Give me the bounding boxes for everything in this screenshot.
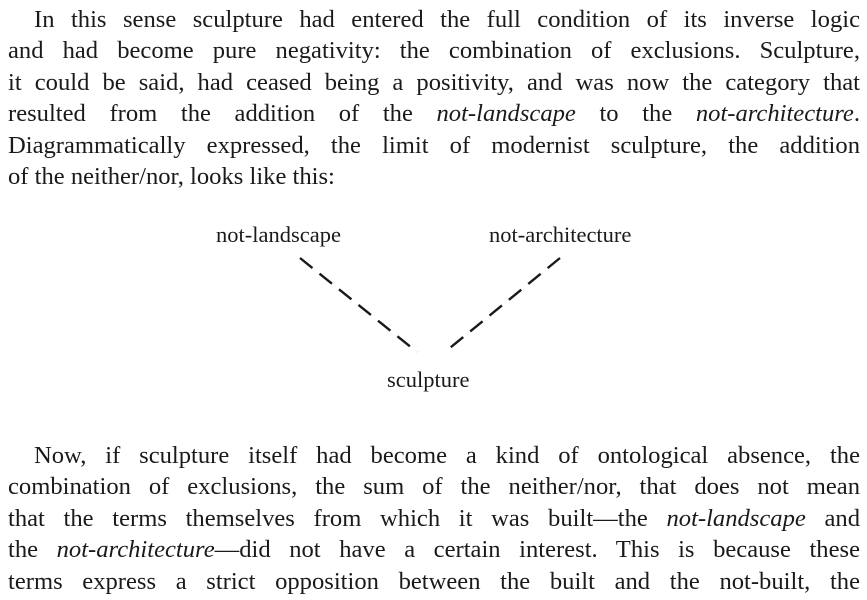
text-line: and had become pure negativity: the combination of exclusions. Sculpture, <box>8 37 860 65</box>
italic-term-not-landscape: not-landscape <box>436 100 576 128</box>
text-line: In this sense sculpture had entered the full condition of its inverse logic <box>34 6 860 33</box>
text-line <box>8 98 860 129</box>
text-line: of the neither/nor, looks like this: <box>8 162 335 190</box>
dashed-line-left <box>300 258 417 352</box>
text-run: that the terms themselves from which it was built—the <box>8 504 667 532</box>
text-line: it could be said, had ceased being a positivity, and was now the category that <box>8 68 860 96</box>
italic-term-not-architecture: not-architecture <box>695 100 854 128</box>
diagram-label-not-architecture: not-architecture <box>489 222 632 247</box>
text-run: and <box>805 504 860 532</box>
text-line <box>8 534 860 565</box>
text-run: to the <box>575 100 696 128</box>
text-run: —did not have a certain interest. This is because these <box>214 536 860 564</box>
text-line: combination of exclusions, the sum of the neither/nor, that does not mean <box>8 473 860 501</box>
italic-term-not-architecture: not-architecture <box>56 536 215 564</box>
diagram-label-sculpture: sculpture <box>387 367 470 392</box>
text-run: resulted from the addition of the <box>8 100 437 128</box>
paragraph-top <box>8 4 860 192</box>
text-line: terms express a strict opposition between the built and the not-built, the <box>8 567 860 595</box>
text-line <box>8 503 860 534</box>
text-run: the <box>8 536 57 564</box>
italic-term-not-landscape: not-landscape <box>666 504 806 532</box>
diagram-label-not-landscape: not-landscape <box>216 222 341 247</box>
dashed-line-right <box>445 258 560 352</box>
text-run: . <box>853 100 861 128</box>
paragraph-bottom <box>8 440 860 597</box>
text-line: Diagrammatically expressed, the limit of modernist sculpture, the addition <box>8 131 860 159</box>
text-line: Now, if sculpture itself had become a kind of ontological absence, the <box>34 442 860 469</box>
